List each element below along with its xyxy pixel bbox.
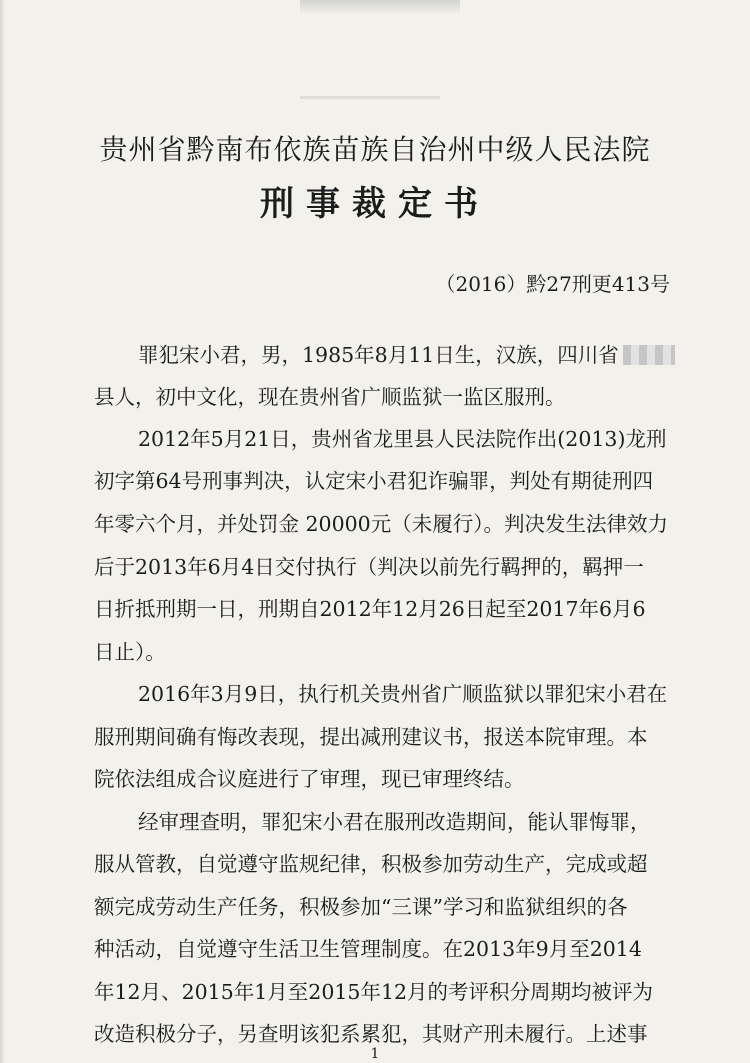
bleed-through-mark (300, 96, 440, 99)
document-type-title: 刑事裁定书 (260, 184, 490, 224)
body-line: 服从管教，自觉遵守监规纪律，积极参加劳动生产，完成或超 (94, 852, 648, 876)
body-line: 经审理查明，罪犯宋小君在服刑改造期间，能认罪悔罪， (138, 810, 651, 834)
court-name: 贵州省黔南布依族苗族自治州中级人民法院 (99, 133, 651, 166)
body-line: 种活动，自觉遵守生活卫生管理制度。在2013年9月至2014 (94, 937, 642, 961)
body-line: 罪犯宋小君，男，1985年8月11日生，汉族，四川省 (138, 342, 674, 368)
body-line: 服刑期间确有悔改表现，提出减刑建议书，报送本院审理。本 (94, 725, 648, 749)
redaction-block (623, 345, 675, 365)
scan-artifact-top (300, 0, 460, 14)
body-line: 后于2013年6月4日交付执行（判决以前先行羁押的，羁押一 (94, 555, 644, 579)
body-line: 院依法组成合议庭进行了审理，现已审理终结。 (94, 767, 525, 791)
body-line: 额完成劳动生产任务，积极参加“三课”学习和监狱组织的各 (94, 895, 628, 919)
body-line: 年12月、2015年1月至2015年12月的考评积分周期均被评为 (94, 980, 654, 1004)
body-line: 改造积极分子，另查明该犯系累犯，其财产刑未履行。上述事 (94, 1022, 648, 1046)
body-line: 日折抵刑期一日，刑期自2012年12月26日起至2017年6月6 (94, 597, 646, 621)
body-line: 2012年5月21日，贵州省龙里县人民法院作出(2013)龙刑 (138, 427, 667, 451)
body-line: 初字第64号刑事判决，认定宋小君犯诈骗罪，判处有期徒刑四 (94, 469, 654, 493)
body-line: 2016年3月9日，执行机关贵州省广顺监狱以罪犯宋小君在 (138, 682, 668, 706)
page-number: 1 (370, 1046, 380, 1062)
body-line: 日止）。 (94, 640, 166, 664)
body-line: 县人，初中文化，现在贵州省广顺监狱一监区服刑。 (94, 385, 566, 409)
body-line: 年零六个月，并处罚金 20000元（未履行）。判决发生法律效力 (94, 512, 668, 536)
case-number: （2016）黔27刑更413号 (435, 272, 670, 296)
